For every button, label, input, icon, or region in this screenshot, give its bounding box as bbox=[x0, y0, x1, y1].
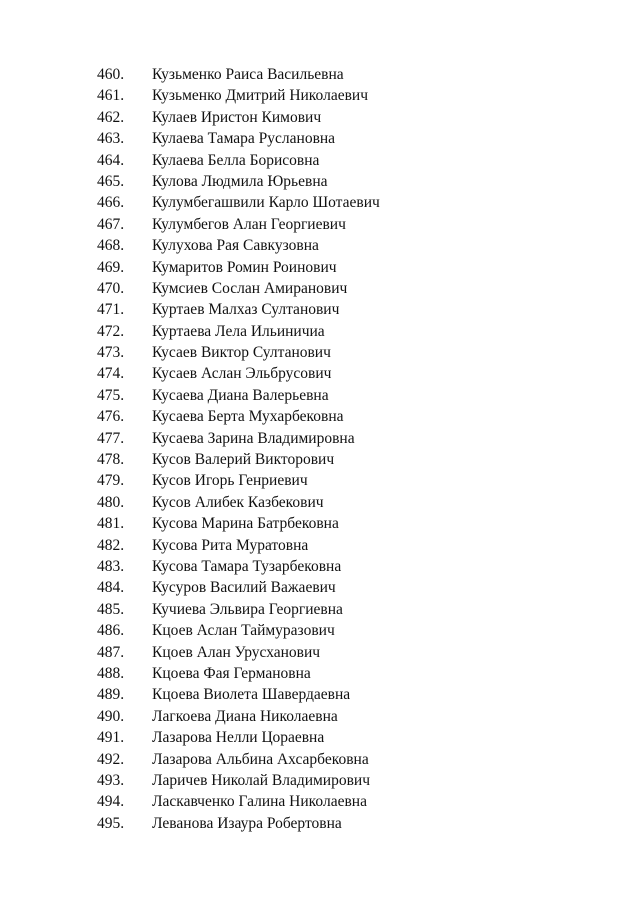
list-item bbox=[97, 85, 380, 106]
entry-number: 481. bbox=[97, 515, 125, 533]
name-list bbox=[97, 64, 380, 834]
list-item bbox=[97, 599, 380, 620]
entry-number: 486. bbox=[97, 622, 125, 640]
entry-name: Кусов Алибек Казбекович bbox=[152, 493, 324, 511]
entry-number: 462. bbox=[97, 108, 125, 126]
entry-name: Кцоев Аслан Таймуразович bbox=[152, 622, 335, 640]
entry-name: Кусаева Зарина Владимировна bbox=[152, 429, 355, 447]
list-item bbox=[97, 749, 380, 770]
list-item bbox=[97, 235, 380, 256]
entry-number: 489. bbox=[97, 686, 125, 704]
list-item bbox=[97, 192, 380, 213]
entry-number: 495. bbox=[97, 814, 125, 832]
entry-number: 483. bbox=[97, 557, 125, 575]
entry-name: Кулаева Белла Борисовна bbox=[152, 151, 320, 169]
entry-name: Леванова Изаура Робертовна bbox=[152, 814, 342, 832]
entry-name: Кучиева Эльвира Георгиевна bbox=[152, 600, 343, 618]
entry-name: Кулумбегов Алан Георгиевич bbox=[152, 215, 346, 233]
entry-name: Ларичев Николай Владимирович bbox=[152, 771, 371, 789]
list-item bbox=[97, 150, 380, 171]
entry-number: 470. bbox=[97, 279, 125, 297]
entry-name: Кусуров Василий Важаевич bbox=[152, 579, 336, 597]
entry-name: Кусов Валерий Викторович bbox=[152, 451, 335, 469]
entry-number: 480. bbox=[97, 493, 125, 511]
list-item bbox=[97, 406, 380, 427]
entry-name: Кусова Рита Муратовна bbox=[152, 536, 309, 554]
entry-name: Кцоева Виолета Шавердаевна bbox=[152, 686, 351, 704]
entry-name: Кулаев Иристон Кимович bbox=[152, 108, 322, 126]
entry-name: Кусаева Берта Мухарбековна bbox=[152, 408, 344, 426]
entry-name: Кцоева Фая Германовна bbox=[152, 664, 311, 682]
entry-name: Кулова Людмила Юрьевна bbox=[152, 172, 328, 190]
list-item bbox=[97, 107, 380, 128]
list-item bbox=[97, 278, 380, 299]
list-item bbox=[97, 342, 380, 363]
entry-name: Кулумбегашвили Карло Шотаевич bbox=[152, 194, 380, 212]
entry-number: 478. bbox=[97, 451, 125, 469]
entry-number: 476. bbox=[97, 408, 125, 426]
list-item bbox=[97, 321, 380, 342]
list-item bbox=[97, 791, 380, 812]
list-item bbox=[97, 64, 380, 85]
entry-name: Лазарова Нелли Цораевна bbox=[152, 729, 325, 747]
list-item bbox=[97, 449, 380, 470]
entry-name: Кусов Игорь Генриевич bbox=[152, 472, 308, 490]
entry-number: 465. bbox=[97, 172, 125, 190]
entry-number: 466. bbox=[97, 194, 125, 212]
entry-number: 469. bbox=[97, 258, 125, 276]
entry-name: Куртаев Малхаз Султанович bbox=[152, 301, 340, 319]
list-item bbox=[97, 770, 380, 791]
entry-number: 491. bbox=[97, 729, 125, 747]
entry-name: Лагкоева Диана Николаевна bbox=[152, 707, 338, 725]
list-item bbox=[97, 214, 380, 235]
entry-name: Кузьменко Дмитрий Николаевич bbox=[152, 87, 369, 105]
entry-number: 467. bbox=[97, 215, 125, 233]
entry-name: Ласкавченко Галина Николаевна bbox=[152, 793, 367, 811]
entry-name: Кулухова Рая Савкузовна bbox=[152, 237, 319, 255]
entry-number: 479. bbox=[97, 472, 125, 490]
entry-name: Кузьменко Раиса Васильевна bbox=[152, 66, 344, 83]
entry-name: Кусова Марина Батрбековна bbox=[152, 515, 339, 533]
entry-number: 463. bbox=[97, 130, 125, 148]
list-item bbox=[97, 257, 380, 278]
entry-number: 488. bbox=[97, 664, 125, 682]
list-item bbox=[97, 642, 380, 663]
entry-name: Кумаритов Ромин Роинович bbox=[152, 258, 337, 276]
entry-number: 461. bbox=[97, 87, 125, 105]
entry-name: Кцоев Алан Урусханович bbox=[152, 643, 321, 661]
entry-number: 473. bbox=[97, 344, 125, 362]
entry-name: Кусаев Аслан Эльбрусович bbox=[152, 365, 332, 383]
entry-number: 468. bbox=[97, 237, 125, 255]
list-item bbox=[97, 363, 380, 384]
entry-number: 492. bbox=[97, 750, 125, 768]
entry-number: 494. bbox=[97, 793, 125, 811]
entry-number: 474. bbox=[97, 365, 125, 383]
entry-number: 464. bbox=[97, 151, 125, 169]
list-item bbox=[97, 577, 380, 598]
list-item bbox=[97, 684, 380, 705]
entry-number: 487. bbox=[97, 643, 125, 661]
list-item bbox=[97, 813, 380, 834]
entry-name: Куртаева Лела Ильиничиа bbox=[152, 322, 325, 340]
list-item bbox=[97, 385, 380, 406]
entry-number: 484. bbox=[97, 579, 125, 597]
list-item bbox=[97, 492, 380, 513]
entry-name: Кумсиев Сослан Амиранович bbox=[152, 279, 348, 297]
entry-number: 485. bbox=[97, 600, 125, 618]
entry-name: Кусаева Диана Валерьевна bbox=[152, 386, 329, 404]
entry-number: 471. bbox=[97, 301, 125, 319]
list-item bbox=[97, 663, 380, 684]
list-item bbox=[97, 535, 380, 556]
list-item bbox=[97, 128, 380, 149]
list-item bbox=[97, 428, 380, 449]
entry-number: 477. bbox=[97, 429, 125, 447]
list-item bbox=[97, 706, 380, 727]
entry-number: 482. bbox=[97, 536, 125, 554]
entry-number: 475. bbox=[97, 386, 125, 404]
entry-name: Кулаева Тамара Руслановна bbox=[152, 130, 336, 148]
list-item bbox=[97, 299, 380, 320]
list-item bbox=[97, 727, 380, 748]
list-item bbox=[97, 513, 380, 534]
entry-number: 493. bbox=[97, 771, 125, 789]
entry-name: Кусаев Виктор Султанович bbox=[152, 344, 331, 362]
entry-name: Лазарова Альбина Ахсарбековна bbox=[152, 750, 369, 768]
entry-number: 472. bbox=[97, 322, 125, 340]
list-item bbox=[97, 470, 380, 491]
entry-number: 460. bbox=[97, 66, 125, 83]
list-item bbox=[97, 620, 380, 641]
list-item bbox=[97, 171, 380, 192]
entry-number: 490. bbox=[97, 707, 125, 725]
list-item bbox=[97, 556, 380, 577]
entry-name: Кусова Тамара Тузарбековна bbox=[152, 557, 342, 575]
